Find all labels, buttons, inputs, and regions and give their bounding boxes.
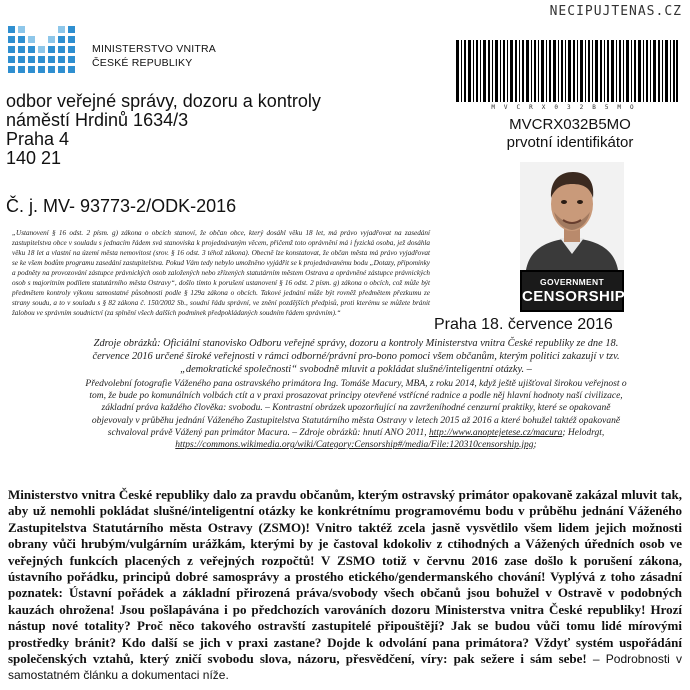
mayor-portrait-photo bbox=[520, 162, 624, 270]
legal-quote: „Ustanovení § 16 odst. 2 písm. g) zákona o obcích stanoví, že občan obce, který dosáhl věku 18 let, má právo vyjadřovat na zasedání zastupitelstva obce v souladu s jednacím řádem svá stanoviska k projednávaným věcem, přičemž toto oprávnění má i fyzická osoba, jež dosáhla věku 18 let a vlastní na území města nemovitost (srov. § 16 odst. 3 téhož zákona). Obecně lze konstatovat, že občan města má právo vyjadřovat se ke všem bodům programu zasedání zastupitelstva. Pokud Vám tedy nebylo umožněno vyjádřit se k projednávanému bodu „Dotazy, připomínky a podněty na provozování zástupce právnických osob založených nebo zřízených statutárním městem Ostrava a oprávněné zástupce právnických osob s majoritním podílem statutárního města Ostravy“, došlo tímto k porušení ustanovení § 16 odst. 2 písm. g) zákona o obcích, což může být předmětem kontroly výkonu samostatné působnosti podle § 129a zákona o obcích. Takové jednání může být rovněž předmětem přezkumu ze strany soudu, a to v souladu s § 82 zákona č. 150/2002 Sb., soudní řádu správní, ve znění pozdějších předpisů, proti kterému se můžete bránit žalobou ve správním soudnictví (za splnění všech dalších podmínek předpokládaných soudním řádem správním).“ bbox=[12, 229, 430, 317]
address-line: Praha 4 bbox=[6, 129, 70, 149]
address-line: odbor veřejné správy, dozoru a kontroly bbox=[6, 91, 321, 111]
address-line: náměstí Hrdinů 1634/3 bbox=[6, 110, 189, 130]
barcode-caption: MVCRX032B5MO bbox=[491, 104, 643, 111]
caption-separator: ; Helodrgt, bbox=[562, 427, 605, 438]
image-caption bbox=[82, 337, 630, 451]
stamp-line2: CENSORSHIP bbox=[522, 288, 626, 305]
department-address bbox=[6, 92, 321, 168]
caption-link-ano[interactable]: http://www.anoptejetese.cz/macura bbox=[429, 427, 563, 438]
site-watermark: NECIPUJTENAS.CZ bbox=[549, 4, 682, 19]
caption-sub-text: Předvolební fotografie Váženého pana ostravského primátora Ing. Tomáše Macury, MBA, z roku 2014, když ještě ujišťoval širokou veřejnost o tom, že bude po komunálních volbách ctít a v praxi prosazovat principy otevřené vstřícné radnice a podle něj hlavní hodnoty naší civilizace, základní práva každého člověka: svobodu. – Kontrastní obrázek upozorňující na zavrženíhodné cenzurní praktiky, které se opakovaně objevovaly v průběhu jednání Váženého Zastupitelstva Statutárního města Ostravy v letech 2015 až 2016 a které bohužel taktéž opakovaně schvaloval právě Vážený pan primátor Macura. – Zdroje obrázků: hnutí ANO 2011, bbox=[85, 378, 627, 438]
article-tail: – Podrobnosti v samostatném článku a dokumentaci níže. bbox=[8, 652, 682, 683]
address-line: 140 21 bbox=[6, 148, 62, 168]
identifier-code: MVCRX032B5MO bbox=[509, 116, 631, 133]
identifier bbox=[470, 116, 670, 152]
caption-sub bbox=[82, 378, 630, 452]
ministry-name-line2: ČESKÉ REPUBLIKY bbox=[92, 57, 193, 69]
ministry-logo bbox=[6, 22, 86, 82]
ministry-name-line1: MINISTERSTVO VNITRA bbox=[92, 43, 216, 55]
stamp-line1: GOVERNMENT bbox=[540, 277, 604, 287]
caption-link-wikimedia[interactable]: https://commons.wikimedia.org/wiki/Category:Censorship#/media/File:120310censorship.jpg bbox=[175, 440, 534, 451]
barcode bbox=[456, 40, 678, 102]
article-body bbox=[8, 487, 682, 684]
identifier-label: prvotní identifikátor bbox=[506, 134, 634, 151]
caption-end: ; bbox=[533, 440, 537, 451]
government-censorship-stamp bbox=[520, 270, 624, 312]
caption-main: Zdroje obrázků: Oficiální stanovisko Odboru veřejné správy, dozoru a kontroly Ministerstva vnitra České republiky ze dne 18. července 2016 určené široké veřejnosti v rámci odborné/právní pro-bono pomoci všem občanům, kterým politici zakazují v tzv. „demokratické společnosti“ svobodně mluvit a pokládat slušné/inteligentní otázky. – bbox=[92, 338, 620, 376]
ministry-name bbox=[92, 42, 216, 70]
reference-number: Č. j. MV- 93773-2/ODK-2016 bbox=[6, 196, 237, 216]
article-text: Ministerstvo vnitra České republiky dalo za pravdu občanům, kterým ostravský primátor opakovaně zakázal mluvit tak, aby už nemohli pokládat slušné/inteligentní otázky ke konkrétnímu programovému bodu v průběhu jednání Váženého Zastupitelstva Statutárního města Ostravy (ZSMO)! Vnitro taktéž zcela jasně vysvětlilo všem lidem jejich možnosti obrany vůči hrubým/vulgárním urážkám, kterými by je častoval kdokoliv z ctihodných a Vážených úředních osob ve veřejných funkcích placených z veřejných rozpočtů! V ZSMO totiž v červnu 2016 zase došlo k porušení zákona, ústavního pořádku, principů dobré samosprávy a prostého etického/gendermanského chování! Vyplývá z toho zásadní poznatek: Ústavní pořádek a základní přirozená práva/svobody všech občanů jsou bohužel v Ostravě v podobných kauzách ohrožena! Jsou pošlapávána i po předchozích varováních dozoru Ministerstva vnitra České republiky! Hrozí nástup nové totality? Proč něco takového ostravští zastupitelé připouštějí? Jak se budou vůči tomu lidé mírovými prostředky bránit? Kdo další se jich v praxi zastane? Dojde k odvolání pana primátora? Vždyť systém uspořádání společenských vztahů, který zničí svobodu slova, názoru, přesvědčení, víry: pak sežere i sám sebe! bbox=[8, 487, 682, 667]
document-date: Praha 18. července 2016 bbox=[434, 316, 613, 333]
